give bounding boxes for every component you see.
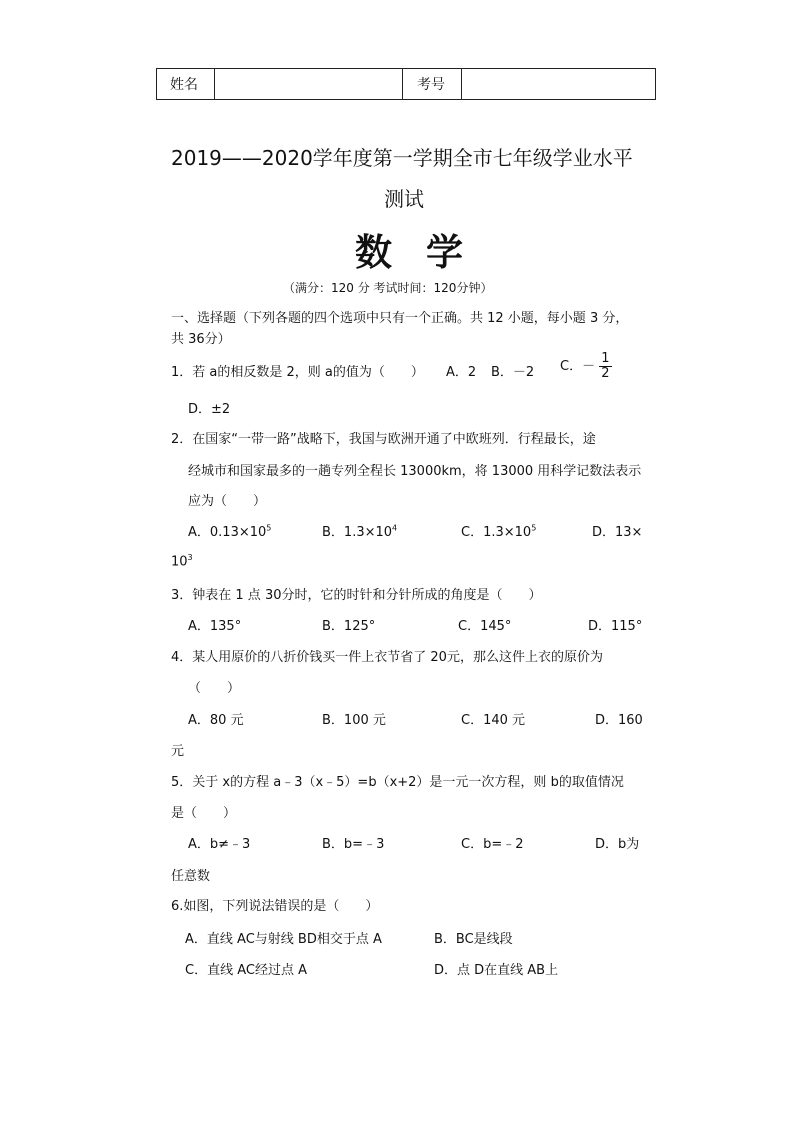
q1-option-c-fraction <box>599 352 611 381</box>
q2-option-d-exp: 3 <box>187 553 193 562</box>
q2-option-c-exp: 5 <box>531 523 537 533</box>
q2-option-a-text: A．0.13×10 <box>188 525 267 540</box>
header-table <box>156 68 656 100</box>
q1-option-d: D．±2 <box>188 402 231 417</box>
q3-option-d: D．115° <box>588 619 643 634</box>
q4-option-d-cont: 元 <box>171 744 185 759</box>
exam-meta: （满分：120 分 考试时间：120分钟） <box>283 281 493 295</box>
q3-option-a: A．135° <box>188 619 242 634</box>
q3-option-c: C．145° <box>458 619 512 634</box>
q6-option-d: D．点 D在直线 AB上 <box>434 963 559 978</box>
q2-option-b-text: B．1.3×10 <box>322 525 393 540</box>
q6-option-c: C．直线 AC经过点 A <box>185 963 307 978</box>
q2-option-c-text: C．1.3×10 <box>461 525 532 540</box>
id-field[interactable] <box>462 69 655 99</box>
q1-option-c <box>560 352 612 381</box>
q5-option-c: C．b=﹣2 <box>461 837 524 852</box>
q4-option-d: D．160 <box>595 713 643 728</box>
q2-option-a-exp: 5 <box>266 523 272 533</box>
q2-option-b <box>322 521 397 540</box>
q4-option-a: A．80 元 <box>188 713 244 728</box>
section1-line2: 共 36分） <box>171 332 231 347</box>
q5-option-a: A．b≠﹣3 <box>188 837 251 852</box>
q4-option-b: B．100 元 <box>322 713 386 728</box>
q5-option-d-cont: 任意数 <box>171 869 211 884</box>
q2-line3: 应为（ ） <box>188 494 267 509</box>
q2-option-d-cont-text: 10 <box>171 554 188 570</box>
q1-option-a: A．2 <box>446 365 477 380</box>
q2-line1: 2．在国家“一带一路”战略下，我国与欧洲开通了中欧班列．行程最长，途 <box>171 432 596 447</box>
q2-option-d: D．13× <box>592 525 643 540</box>
q2-option-b-exp: 4 <box>392 523 398 533</box>
q5-option-d: D．b为 <box>595 837 640 852</box>
q5-line2: 是（ ） <box>171 806 237 821</box>
q1-option-b: B．－2 <box>491 365 535 380</box>
title-line2: 测试 <box>384 187 424 211</box>
q1-option-c-prefix: C．－ <box>560 359 596 374</box>
name-label: 姓名 <box>157 69 215 99</box>
q2-option-a <box>188 521 271 540</box>
q5-option-b: B．b=﹣3 <box>322 837 385 852</box>
q1-stem: 1．若 a的相反数是 2，则 a的值为（ ） <box>171 365 424 380</box>
q3-option-b: B．125° <box>322 619 376 634</box>
q2-line2: 经城市和国家最多的一趟专列全程长 13000km，将 13000 用科学记数法表示 <box>188 464 642 479</box>
q3-stem: 3．钟表在 1 点 30分时，它的时针和分针所成的角度是（ ） <box>171 588 542 603</box>
q6-stem: 6.如图，下列说法错误的是（ ） <box>171 899 379 914</box>
q2-option-d-cont <box>171 553 193 569</box>
q4-line2: （ ） <box>188 681 241 696</box>
q2-option-c <box>461 521 536 540</box>
id-label: 考号 <box>403 69 462 99</box>
q5-line1: 5．关于 x的方程 a﹣3（x﹣5）=b（x+2）是一元一次方程，则 b的取值情况 <box>171 775 624 790</box>
title-line1: 2019——2020学年度第一学期全市七年级学业水平 <box>171 146 633 170</box>
q6-option-b: B．BC是线段 <box>434 932 513 947</box>
fraction-numerator: 1 <box>601 351 610 366</box>
q6-option-a: A．直线 AC与射线 BD相交于点 A <box>185 932 382 947</box>
section1-line1: 一、选择题（下列各题的四个选项中只有一个正确。共 12 小题，每小题 3 分， <box>171 311 629 326</box>
subject-title: 数学 <box>355 231 497 274</box>
fraction-denominator: 2 <box>601 366 610 381</box>
name-field[interactable] <box>215 69 403 99</box>
q4-line1: 4．某人用原价的八折价钱买一件上衣节省了 20元，那么这件上衣的原价为 <box>171 650 603 665</box>
q4-option-c: C．140 元 <box>461 713 526 728</box>
